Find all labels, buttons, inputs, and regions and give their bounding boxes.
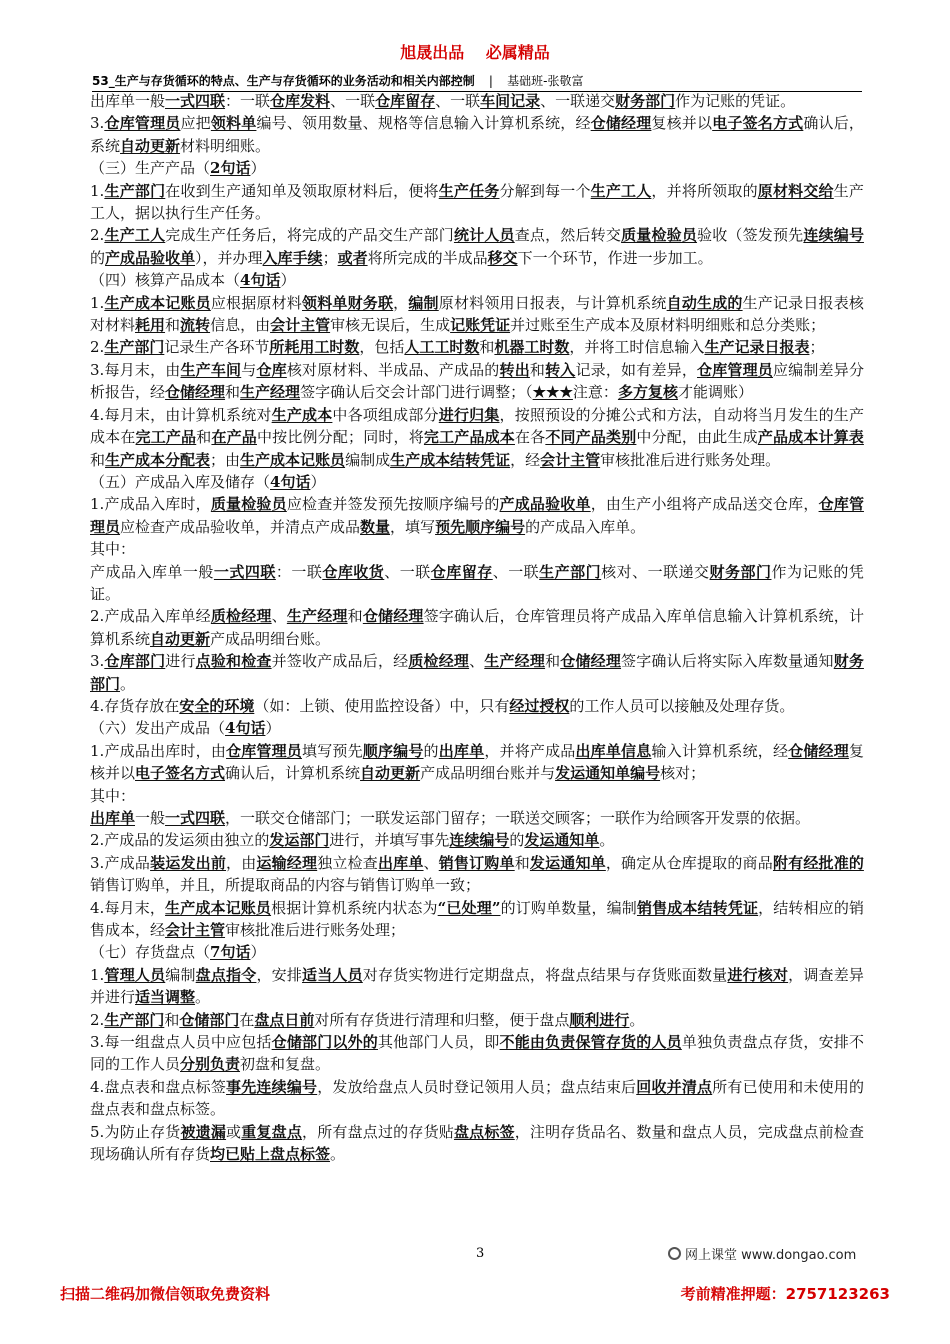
key-term: 原材料交给 [757,181,834,200]
key-term: 所耗用工时数 [269,338,360,357]
paragraph: 5.为防止存货被遗漏或重复盘点，所有盘点过的存货贴盘点标签，注明存货品名、数量和盘点人员，完成盘点前检查现场确认所有存货均已贴上盘点标签。 [90,1122,864,1164]
key-term: 发运通知单 [524,831,600,850]
key-term: 回收并清点 [636,1077,713,1096]
paragraph: （六）发出产成品（4句话） [90,719,281,738]
key-term: 转出 [499,360,530,379]
key-term: 领料单财务联 [302,293,394,312]
key-term: 装运发出前 [150,853,227,872]
key-term: 财务部门 [90,652,864,693]
key-term: 发运部门 [269,831,330,850]
key-term: 盘点日前 [254,1010,315,1029]
footer-promo-left: 扫描二维码加微信领取免费资料 [60,1285,271,1303]
key-term: 仓储部门 [179,1010,240,1029]
key-term: 机器工时数 [494,338,570,357]
key-term: 人工工时数 [404,338,480,357]
key-term: 生产部门 [104,1010,165,1029]
top-banner [0,40,950,63]
key-term: 生产成本结转凭证 [390,450,511,469]
key-term: 生产部门 [104,338,165,357]
key-term: 发运通知单编号 [555,764,661,783]
key-term: 仓库管理员 [104,114,181,133]
paragraph: （四）核算产品成本（4句话） [90,271,296,290]
key-term: 4句话 [240,271,281,290]
key-term: 仓库管理员 [90,495,864,536]
paragraph: 4.每月末，生产成本记账员根据计算机系统内状态为“已处理”的订购单数量，编制销售成本结转凭证，结转相应的销售成本，经会计主管审核批准后进行账务处理； [90,898,864,940]
key-term: 盘点指令 [195,965,257,984]
key-term: 完工产品成本 [423,428,515,447]
paragraph: 2.产成品的发运须由独立的发运部门进行，并填写事先连续编号的发运通知单。 [90,831,615,850]
key-term: 一式四联 [165,92,226,110]
key-term: 4句话 [270,472,311,491]
key-term: 销售订购单 [438,853,515,872]
key-term: 顺利进行 [569,1010,630,1029]
key-term: “已处理” [437,898,501,917]
key-term: 生产车间 [180,360,242,379]
key-term: 生产任务 [438,181,500,200]
key-term: 被遗漏 [180,1122,227,1141]
key-term: 会计主管 [540,450,601,469]
key-term: 统计人员 [453,226,515,245]
key-term: 多方复核 [617,383,678,402]
key-term: 发运通知单 [529,853,606,872]
paragraph: 2.生产部门和仓储部门在盘点日前对所有存货进行清理和归整，便于盘点顺利进行。 [90,1010,645,1029]
key-term: 在产品 [211,428,257,447]
key-term: 仓库收货 [322,562,385,581]
key-term: 2句话 [210,159,251,178]
key-term: 仓库发料 [270,92,331,110]
page-number: 3 [476,1246,485,1261]
key-term: 出库单信息 [575,741,652,760]
key-term: 生产成本记账员 [104,293,211,312]
key-term: 电子签名方式 [135,764,226,783]
key-term: 仓库管理员 [697,360,773,379]
footer-promo-right: 考前精准押题：2757123263 [680,1285,890,1303]
key-term: 仓库管理员 [226,741,302,760]
key-term: 4句话 [225,719,266,738]
key-term: 仓储经理 [165,383,226,402]
running-head-separator: | [488,74,493,88]
key-term: 运输经理 [256,853,318,872]
key-term: 生产部门 [104,181,166,200]
key-term: 连续编号 [803,226,864,245]
paragraph: 2.生产工人完成生产任务后，将完成的产品交生产部门统计人员查点，然后转交质量检验员验收（签发预先连续编号的产成品验收单），并办理入库手续；或者将所完成的半成品移交下一个环节，作进一步加工。 [90,226,864,267]
key-term: 预先顺序编号 [435,517,526,536]
page-body [90,90,864,1166]
key-term: 仓储经理 [788,741,849,760]
key-term: 质量检验员 [621,226,698,245]
key-term: 生产记录日报表 [704,338,810,357]
key-term: 自动生成的 [666,293,743,312]
paragraph: 3.仓库管理员应把领料单编号、领用数量、规格等信息输入计算机系统，经仓储经理复核并以电子签名方式确认后，系统自动更新材料明细账。 [90,114,864,155]
banner-right: 必属精品 [485,43,550,62]
key-term: 编制 [408,293,439,312]
key-term: 生产经理 [484,652,546,671]
key-term: 重复盘点 [241,1122,303,1141]
paragraph: 2.产成品入库单经质检经理、生产经理和仓储经理签字确认后，仓库管理员将产成品入库单信息输入计算机系统，计算机系统自动更新产成品明细台账。 [90,607,864,648]
key-term: 出库单 [90,809,136,827]
key-term: 产成品验收单 [499,495,591,514]
key-term: 生产成本 [271,405,333,424]
key-term: 点验和检查 [195,652,272,671]
key-term: 仓库 [256,360,287,379]
banner-left: 旭晟出品 [400,43,465,62]
site-watermark [668,1244,856,1263]
key-term: 移交 [487,248,518,267]
key-term: 附有经批准的 [772,853,864,872]
key-term: 生产成本记账员 [165,898,272,917]
paragraph: 3.每月末，由生产车间与仓库核对原材料、半成品、产成品的转出和转入记录，如有差异，仓库管理员应编制差异分析报告，经仓储经理和生产经理签字确认后交会计部门进行调整；（★★★注意：多方复核才能调账） [90,360,864,402]
key-term: 盘点标签 [453,1122,515,1141]
key-term: 仓库部门 [104,652,166,671]
key-term: 电子签名方式 [712,114,804,133]
key-term: 分别负责 [180,1055,241,1074]
key-term: 自动更新 [120,136,181,155]
running-head [92,72,862,92]
running-head-author: 基础班-张敬富 [507,74,584,88]
paragraph: 3.仓库部门进行点验和检查并签收产成品后，经质检经理、生产经理和仓储经理签字确认后将实际入库数量通知财务部门。 [90,652,864,693]
paragraph: 1.生产成本记账员应根据原材料领料单财务联，编制原材料领用日报表，与计算机系统自动生成的生产记录日报表核对材料耗用和流转信息，由会计主管审核无误后，生成记账凭证并过账至生产成本及原材料明细账和总分类账； [90,293,864,335]
key-term: 连续编号 [449,831,510,850]
key-term: 适当人员 [302,965,363,984]
key-term: 进行核对 [727,965,789,984]
key-term: 生产成本记账员 [240,450,346,469]
paragraph: （三）生产产品（2句话） [90,159,266,178]
paragraph: 1.生产部门在收到生产通知单及领取原材料后，便将生产任务分解到每一个生产工人，并将所领取的原材料交给生产工人，据以执行生产任务。 [90,181,864,223]
paragraph: 1.管理人员编制盘点指令，安排适当人员对存货实物进行定期盘点，将盘点结果与存货账面数量进行核对，调查差异并进行适当调整。 [90,965,864,1007]
key-term: 经过授权 [509,696,570,715]
key-term: 仓储部门以外的 [271,1033,378,1052]
site-text: 网上课堂 www.dongao.com [685,1248,857,1263]
key-term: ★★★ [532,383,573,402]
paragraph: 3.产成品装运发出前，由运输经理独立检查出库单、销售订购单和发运通知单，确定从仓库提取的商品附有经批准的销售订购单，并且，所提取商品的内容与销售订购单一致； [90,853,864,895]
key-term: 入库手续 [262,248,323,267]
key-term: 质检经理 [210,607,272,626]
key-term: 一式四联 [165,809,226,827]
key-term: 顺序编号 [362,741,424,760]
key-term: 安全的环境 [179,696,255,715]
paragraph: 其中： [90,786,136,805]
key-term: 或者 [337,248,368,267]
paragraph: 出库单一般一式四联，一联交仓储部门；一联发运部门留存；一联送交顾客；一联作为给顾客开发票的依据。 [90,809,811,827]
paragraph: 4.存货存放在安全的环境（如：上锁、使用监控设备）中，只有经过授权的工作人员可以接触及处理存货。 [90,696,795,715]
key-term: 会计主管 [270,316,331,335]
key-term: 仓储经理 [362,607,424,626]
key-term: 车间记录 [480,92,541,110]
key-term: 进行归集 [438,405,500,424]
key-term: 转入 [545,360,576,379]
key-term: 仓库留存 [375,92,436,110]
key-term: 事先连续编号 [226,1077,318,1096]
key-term: 领料单 [210,114,257,133]
key-term: 出库单 [438,741,485,760]
key-term: 产成品验收单 [105,248,196,267]
key-term: 财务部门 [709,562,772,581]
paragraph: 产成品入库单一般一式四联：一联仓库收货、一联仓库留存、一联生产部门核对、一联递交财务部门作为记账的凭证。 [90,562,864,603]
key-term: 不同产品类别 [545,428,637,447]
key-term: 生产成本分配表 [105,450,211,469]
key-term: 产品成本计算表 [757,428,864,447]
key-term: 仓储经理 [590,114,652,133]
key-term: 仓库留存 [430,562,493,581]
key-term: 生产经理 [240,383,301,402]
key-term: 质检经理 [408,652,470,671]
paragraph: 1.产成品入库时，质量检验员应检查并签发预先按顺序编号的产成品验收单，由生产小组将产成品送交仓库，仓库管理员应检查产成品验收单，并清点产成品数量，填写预先顺序编号的产成品入库单。 [90,495,864,536]
paragraph: 2.生产部门记录生产各环节所耗用工时数，包括人工工时数和机器工时数，并将工时信息输入生产记录日报表； [90,338,825,357]
paragraph: 4.盘点表和盘点标签事先连续编号，发放给盘点人员时登记领用人员；盘点结束后回收并清点所有已使用和未使用的盘点表和盘点标签。 [90,1077,864,1119]
running-head-title: 53_生产与存货循环的特点、生产与存货循环的业务活动和相关内部控制 [92,74,475,88]
key-term: 7句话 [210,943,251,962]
paragraph: 1.产成品出库时，由仓库管理员填写预先顺序编号的出库单，并将产成品出库单信息输入计算机系统，经仓储经理复核并以电子签名方式确认后，计算机系统自动更新产成品明细台账并与发运通知单编号核对； [90,741,864,783]
key-term: 耗用 [135,316,166,335]
paragraph: （五）产成品入库及储存（4句话） [90,472,326,491]
key-term: 仓储经理 [560,652,622,671]
key-term: 流转 [180,316,211,335]
paragraph: 出库单一般一式四联：一联仓库发料、一联仓库留存、一联车间记录、一联递交财务部门作为记账的凭证。 [90,92,796,110]
key-term: 生产部门 [539,562,602,581]
key-term: 不能由负责保管存货的人员 [499,1033,682,1052]
paragraph: 3.每一组盘点人员中应包括仓储部门以外的其他部门人员，即不能由负责保管存货的人员单独负责盘点存货，安排不同的工作人员分别负责初盘和复盘。 [90,1033,864,1074]
key-term: 适当调整 [135,988,196,1007]
key-term: 质量检验员 [210,495,287,514]
key-term: 记账凭证 [450,316,511,335]
paragraph: （七）存货盘点（7句话） [90,943,266,962]
key-term: 生产工人 [104,226,166,245]
key-term: 均已贴上盘点标签 [210,1145,331,1164]
paragraph: 4.每月末，由计算机系统对生产成本中各项组成部分进行归集，按照预设的分摊公式和方法，自动将当月发生的生产成本在完工产品和在产品中按比例分配；同时，将完工产品成本在各不同产品类别中分配，由此生成产品成本计算表和生产成本分配表；由生产成本记账员编制成生产成本结转凭证，经会计主管审核批准后进行账务处理。 [90,405,864,469]
key-term: 会计主管 [165,921,226,940]
key-term: 出库单 [377,853,424,872]
key-term: 自动更新 [150,629,211,648]
key-term: 财务部门 [615,92,676,110]
key-term: 自动更新 [360,764,421,783]
key-term: 完工产品 [135,428,197,447]
key-term: 管理人员 [104,965,166,984]
key-term: 生产经理 [286,607,348,626]
key-term: 数量 [360,517,391,536]
key-term: 销售成本结转凭证 [636,898,759,917]
dongao-logo-icon [668,1247,681,1260]
paragraph: 其中： [90,540,136,559]
key-term: 一式四联 [213,562,276,581]
key-term: 生产工人 [590,181,652,200]
